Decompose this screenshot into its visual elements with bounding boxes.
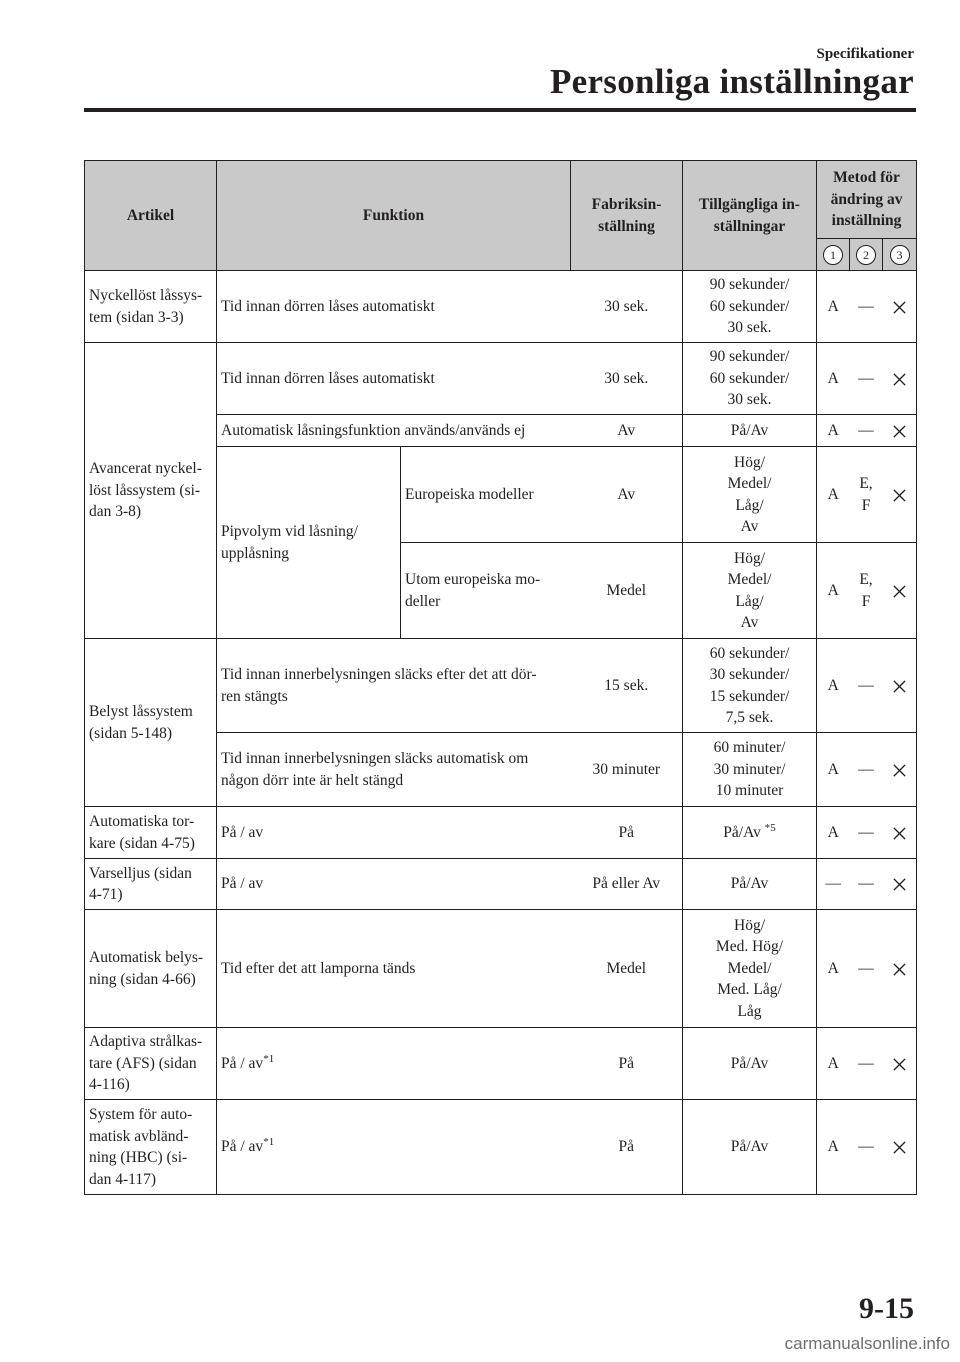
- cell-method-3: [883, 1100, 917, 1195]
- cell-tillgangliga: 60 minuter/ 30 minuter/ 10 minuter: [683, 733, 817, 807]
- cell-tillgangliga: Hög/ Medel/ Låg/ Av: [683, 447, 817, 543]
- cell-fabriks: På eller Av: [571, 859, 683, 910]
- footnote-ref: *1: [263, 1052, 275, 1065]
- cell-method-1: A: [817, 343, 850, 415]
- cell-method-3: [883, 271, 917, 343]
- cell-method-2: E, F: [850, 543, 883, 639]
- cell-fabriks: Medel: [571, 910, 683, 1028]
- section-label: Specifikationer: [816, 46, 914, 62]
- cross-icon: [892, 424, 907, 439]
- cell-tillgangliga: På/Av: [683, 1028, 817, 1100]
- cell-fabriks: 30 sek.: [571, 343, 683, 415]
- cell-method-3: [883, 447, 917, 543]
- cell-tillgangliga: På/Av: [683, 859, 817, 910]
- cell-method-2: —: [850, 271, 883, 343]
- cell-artikel: Automatisk belys- ning (sidan 4-66): [85, 910, 217, 1028]
- cell-funktion: På / av: [217, 859, 571, 910]
- table-row: [85, 859, 917, 910]
- funktion-text: På / av: [221, 1054, 264, 1072]
- header-metod: Metod för ändring av inställning: [817, 161, 917, 239]
- cell-method-2: —: [850, 415, 883, 447]
- cell-fabriks: 15 sek.: [571, 639, 683, 733]
- cell-method-3: [883, 343, 917, 415]
- cell-artikel: Avancerat nyckel- löst låssystem (si- dan 3-8): [85, 343, 217, 639]
- cell-method-2: E, F: [850, 447, 883, 543]
- tillgangliga-text: På/Av: [723, 823, 765, 841]
- table-row: [85, 1100, 917, 1195]
- cell-artikel: Automatiska tor- kare (sidan 4-75): [85, 807, 217, 859]
- cell-tillgangliga: 90 sekunder/ 60 sekunder/ 30 sek.: [683, 343, 817, 415]
- cell-artikel: Nyckellöst låssys- tem (sidan 3-3): [85, 271, 217, 343]
- cross-icon: [892, 584, 907, 599]
- cell-method-2: —: [850, 733, 883, 807]
- settings-table: [84, 160, 917, 1195]
- cell-method-3: [883, 910, 917, 1028]
- table-row: [85, 271, 917, 343]
- cell-fabriks: Av: [571, 415, 683, 447]
- cell-method-1: A: [817, 1100, 850, 1195]
- cell-funktion: Tid efter det att lamporna tänds: [217, 910, 571, 1028]
- cell-method-1: A: [817, 415, 850, 447]
- cross-icon: [892, 1057, 907, 1072]
- method-2-icon: 2: [856, 245, 876, 265]
- table-row: [85, 343, 917, 415]
- cross-icon: [892, 962, 907, 977]
- cell-method-1: A: [817, 639, 850, 733]
- footnote-ref: *5: [764, 821, 776, 834]
- cell-funktion: Tid innan dörren låses automatiskt: [217, 343, 571, 415]
- cross-icon: [892, 877, 907, 892]
- cross-icon: [892, 679, 907, 694]
- cell-method-3: [883, 807, 917, 859]
- cell-subfunktion: Europeiska modeller: [401, 447, 571, 543]
- cell-fabriks: På: [571, 1028, 683, 1100]
- cell-funktion: [217, 1100, 571, 1195]
- cell-funktion: Tid innan innerbelysningen släcks efter det att dör- ren stängts: [217, 639, 571, 733]
- cell-method-1: A: [817, 543, 850, 639]
- cell-artikel: System för auto- matisk avbländ- ning (HBC) (si- dan 4-117): [85, 1100, 217, 1195]
- cell-tillgangliga: 90 sekunder/ 60 sekunder/ 30 sek.: [683, 271, 817, 343]
- header-tillgangliga: Tillgängliga in- ställningar: [683, 161, 817, 271]
- cell-funktion: Tid innan dörren låses automatiskt: [217, 271, 571, 343]
- cell-method-3: [883, 733, 917, 807]
- cell-tillgangliga: [683, 807, 817, 859]
- table-row: [85, 910, 917, 1028]
- cell-method-2: —: [850, 343, 883, 415]
- cell-method-2: —: [850, 910, 883, 1028]
- header-rule: [84, 108, 916, 112]
- table-row: [85, 1028, 917, 1100]
- cell-method-1: A: [817, 271, 850, 343]
- header-fabriks: Fabriksin- ställning: [571, 161, 683, 271]
- header-artikel: Artikel: [85, 161, 217, 271]
- cell-method-1: A: [817, 1028, 850, 1100]
- cross-icon: [892, 1140, 907, 1155]
- cell-tillgangliga: Hög/ Medel/ Låg/ Av: [683, 543, 817, 639]
- cell-method-1: A: [817, 447, 850, 543]
- cell-method-3: [883, 859, 917, 910]
- cross-icon: [892, 763, 907, 778]
- cell-method-2: —: [850, 859, 883, 910]
- cell-method-2: —: [850, 807, 883, 859]
- cell-method-3: [883, 1028, 917, 1100]
- cross-icon: [892, 826, 907, 841]
- method-1-icon: 1: [823, 245, 843, 265]
- cell-fabriks: På: [571, 807, 683, 859]
- cell-fabriks: 30 sek.: [571, 271, 683, 343]
- cell-tillgangliga: På/Av: [683, 415, 817, 447]
- header-funktion: Funktion: [217, 161, 571, 271]
- cell-funktion: [217, 1028, 571, 1100]
- cell-artikel: Varselljus (sidan 4-71): [85, 859, 217, 910]
- watermark: carmanualsonline.info: [784, 1334, 950, 1353]
- cell-fabriks: 30 minuter: [571, 733, 683, 807]
- cell-fabriks: På: [571, 1100, 683, 1195]
- cell-method-3: [883, 543, 917, 639]
- cross-icon: [892, 488, 907, 503]
- cell-fabriks: Av: [571, 447, 683, 543]
- cell-method-2: —: [850, 639, 883, 733]
- cell-method-2: —: [850, 1100, 883, 1195]
- cell-tillgangliga: 60 sekunder/ 30 sekunder/ 15 sekunder/ 7,5 sek.: [683, 639, 817, 733]
- cell-subfunktion: Utom europeiska mo- deller: [401, 543, 571, 639]
- page-number: 9-15: [859, 1292, 914, 1325]
- cell-method-1: A: [817, 910, 850, 1028]
- cell-funktion: Automatisk låsningsfunktion används/används ej: [217, 415, 571, 447]
- cell-method-3: [883, 415, 917, 447]
- table-header-row: [85, 161, 917, 239]
- cell-funktion: Pipvolym vid låsning/ upplåsning: [217, 447, 401, 639]
- page-title: Personliga inställningar: [549, 62, 914, 101]
- table-row: [85, 639, 917, 733]
- cell-artikel: Belyst låssystem (sidan 5-148): [85, 639, 217, 807]
- cell-method-3: [883, 639, 917, 733]
- cross-icon: [892, 300, 907, 315]
- footnote-ref: *1: [263, 1136, 275, 1149]
- cell-method-1: —: [817, 859, 850, 910]
- method-3-icon: 3: [890, 245, 910, 265]
- cell-tillgangliga: På/Av: [683, 1100, 817, 1195]
- cell-method-1: A: [817, 733, 850, 807]
- cross-icon: [892, 372, 907, 387]
- cell-method-1: A: [817, 807, 850, 859]
- funktion-text: På / av: [221, 1138, 264, 1156]
- cell-tillgangliga: Hög/ Med. Hög/ Medel/ Med. Låg/ Låg: [683, 910, 817, 1028]
- cell-fabriks: Medel: [571, 543, 683, 639]
- cell-funktion: Tid innan innerbelysningen släcks automatisk om någon dörr inte är helt stängd: [217, 733, 571, 807]
- cell-funktion: På / av: [217, 807, 571, 859]
- cell-method-2: —: [850, 1028, 883, 1100]
- table-row: [85, 807, 917, 859]
- cell-artikel: Adaptiva strålkas- tare (AFS) (sidan 4-116): [85, 1028, 217, 1100]
